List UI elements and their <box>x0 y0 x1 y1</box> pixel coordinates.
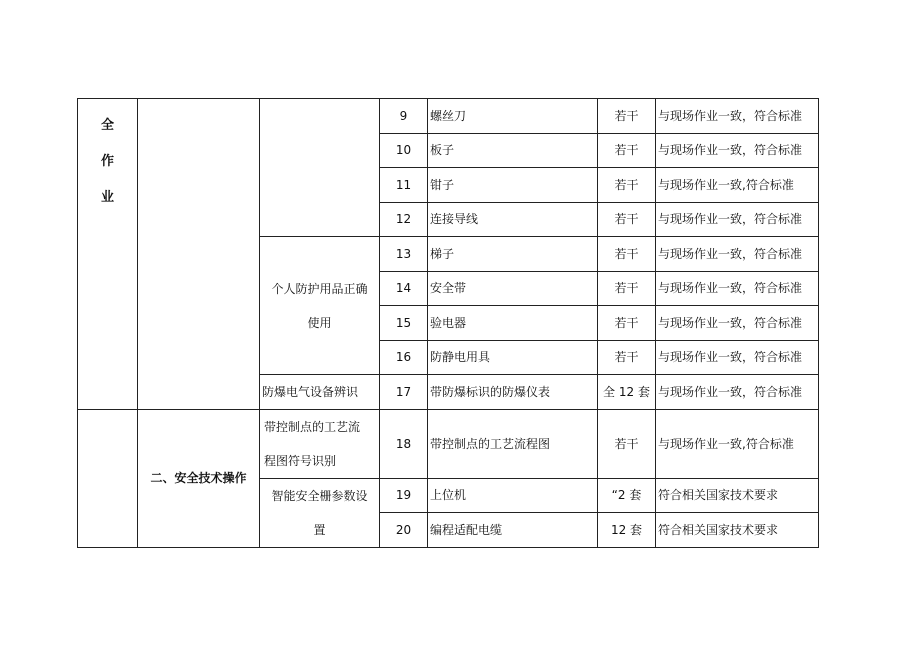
row-number: 16 <box>380 340 428 375</box>
group-ppe-line2: 使用 <box>307 315 332 330</box>
requirement: 与现场作业一致，符合标准 <box>656 340 819 375</box>
group-explosion-proof: 防爆电气设备辨识 <box>260 375 380 410</box>
section-cell-empty <box>138 99 260 410</box>
requirement: 与现场作业一致，符合标准 <box>656 133 819 168</box>
table-row <box>78 99 819 134</box>
group-safety-barrier <box>260 478 380 547</box>
quantity: 若干 <box>598 237 656 272</box>
category-cell-continued <box>78 409 138 547</box>
item-name: 防静电用具 <box>428 340 598 375</box>
requirement: 与现场作业一致，符合标准 <box>656 99 819 134</box>
quantity: 若干 <box>598 99 656 134</box>
requirement: 与现场作业一致，符合标准 <box>656 375 819 410</box>
equipment-table <box>77 98 819 548</box>
row-number: 18 <box>380 409 428 478</box>
row-number: 17 <box>380 375 428 410</box>
group-ppe <box>260 237 380 375</box>
row-number: 12 <box>380 202 428 237</box>
requirement: 符合相关国家技术要求 <box>656 478 819 513</box>
category-char: 作 <box>100 154 114 169</box>
requirement: 与现场作业一致，符合标准 <box>656 202 819 237</box>
quantity: 若干 <box>598 202 656 237</box>
item-name: 螺丝刀 <box>428 99 598 134</box>
row-number: 15 <box>380 306 428 341</box>
quantity: 若干 <box>598 133 656 168</box>
row-number: 10 <box>380 133 428 168</box>
category-char: 全 <box>100 118 114 133</box>
group-flowchart-line1: 带控制点的工艺流 <box>264 419 361 434</box>
quantity: 全 12 套 <box>598 375 656 410</box>
quantity: 12 套 <box>598 513 656 548</box>
row-number: 14 <box>380 271 428 306</box>
quantity: 若干 <box>598 168 656 203</box>
quantity: 若干 <box>598 271 656 306</box>
group-safety-barrier-line1: 智能安全栅参数设 <box>271 488 368 503</box>
requirement: 与现场作业一致，符合标准 <box>656 306 819 341</box>
table-row <box>78 409 819 478</box>
group-cell-empty <box>260 99 380 237</box>
group-safety-barrier-line2: 置 <box>313 522 326 537</box>
group-flowchart <box>260 409 380 478</box>
item-name: 带防爆标识的防爆仪表 <box>428 375 598 410</box>
row-number: 20 <box>380 513 428 548</box>
item-name: 上位机 <box>428 478 598 513</box>
quantity: “2 套 <box>598 478 656 513</box>
quantity: 若干 <box>598 340 656 375</box>
requirement: 与现场作业一致，符合标准 <box>656 237 819 272</box>
group-ppe-line1: 个人防护用品正确 <box>271 281 368 296</box>
item-name: 安全带 <box>428 271 598 306</box>
row-number: 11 <box>380 168 428 203</box>
requirement: 与现场作业一致,符合标准 <box>656 409 819 478</box>
row-number: 9 <box>380 99 428 134</box>
group-flowchart-line2: 程图符号识别 <box>264 453 337 468</box>
item-name: 板子 <box>428 133 598 168</box>
category-char: 业 <box>100 190 114 205</box>
requirement: 与现场作业一致，符合标准 <box>656 271 819 306</box>
section-two-title: 二、安全技术操作 <box>138 409 260 547</box>
item-name: 验电器 <box>428 306 598 341</box>
item-name: 钳子 <box>428 168 598 203</box>
item-name: 编程适配电缆 <box>428 513 598 548</box>
quantity: 若干 <box>598 306 656 341</box>
item-name: 带控制点的工艺流程图 <box>428 409 598 478</box>
item-name: 连接导线 <box>428 202 598 237</box>
category-cell <box>78 99 138 410</box>
requirement: 符合相关国家技术要求 <box>656 513 819 548</box>
requirement: 与现场作业一致,符合标准 <box>656 168 819 203</box>
row-number: 19 <box>380 478 428 513</box>
row-number: 13 <box>380 237 428 272</box>
quantity: 若干 <box>598 409 656 478</box>
item-name: 梯子 <box>428 237 598 272</box>
